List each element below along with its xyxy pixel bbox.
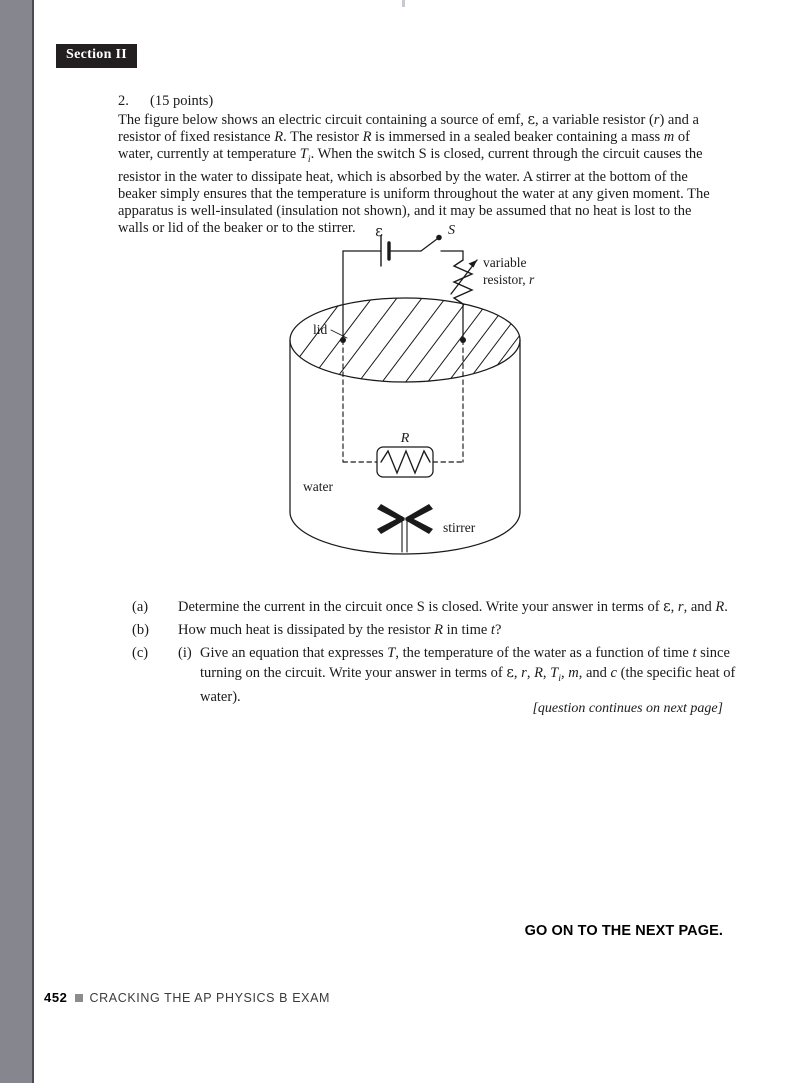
- part-a-label: (a): [132, 599, 149, 615]
- question-continues-note: [question continues on next page]: [532, 701, 723, 716]
- footer-page-number: 452: [44, 990, 68, 1005]
- top-crop-mark: [402, 0, 405, 7]
- figure-label-emf: ε: [375, 222, 383, 240]
- figure-label-resistor: R: [400, 431, 410, 446]
- question-number-row: [118, 94, 213, 109]
- page-footer: [44, 990, 330, 1005]
- figure-label-variable-resistor-line2: resistor, r: [483, 272, 535, 287]
- footer-book-title: CRACKING THE AP PHYSICS B EXAM: [89, 990, 331, 1005]
- question-stem: The figure below shows an electric circuit containing a source of emf, ε, a variable resistor (r) and a resistor of fixed resistance R. The resistor R is immersed in a sealed beaker containing a mass m of water, currently at temperature $T_i$. When the switch S is closed, current through the circuit causes the resistor in the water to dissipate heat, which is absorbed by the water. A stirrer at the bottom of the beaker simply ensures that the temperature is uniform throughout the water at any given moment. The apparatus is well-insulated (insulation not shown), and it may be assumed that no heat is lost to the walls or lid of the beaker or to the stirrer.: [118, 112, 710, 237]
- apparatus-figure: [255, 222, 555, 582]
- section-badge: Section II: [56, 44, 137, 68]
- question-part-a: [132, 598, 772, 620]
- part-b-label: (b): [132, 622, 149, 638]
- footer-square-bullet: [75, 994, 83, 1002]
- left-margin-bar-edge: [32, 0, 34, 1083]
- part-c-roman-label: (i): [178, 645, 192, 661]
- question-part-b: [132, 621, 772, 643]
- figure-label-switch: S: [448, 223, 455, 238]
- part-b-text: How much heat is dissipated by the resistor R in time t?: [178, 622, 502, 638]
- part-c-text: Give an equation that expresses T, the temperature of the water as a function of time t since turning on the circuit. Write your answer in terms of ε, r, R, $T_i$, m, and c (the specific heat of water).: [200, 645, 736, 705]
- figure-label-stirrer: stirrer: [443, 520, 476, 535]
- figure-label-lid: lid: [313, 322, 328, 337]
- part-a-text: Determine the current in the circuit once S is closed. Write your answer in terms of ε, r, and R.: [178, 599, 728, 615]
- left-margin-bar: [0, 0, 32, 1083]
- figure-label-water: water: [303, 479, 333, 494]
- figure-label-variable-resistor-line1: variable: [483, 255, 527, 270]
- question-number: 2.: [118, 93, 129, 109]
- question-points: (15 points): [150, 93, 214, 109]
- part-c-label: (c): [132, 645, 149, 661]
- go-on-next-page-note: GO ON TO THE NEXT PAGE.: [524, 923, 723, 939]
